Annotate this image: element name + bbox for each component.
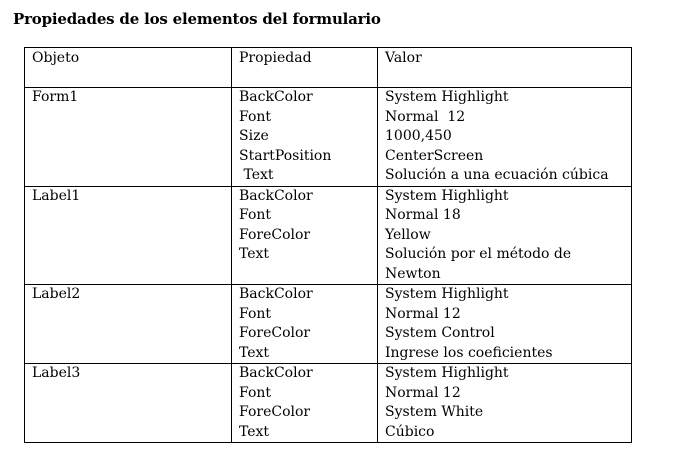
property-value: System Highlight bbox=[385, 286, 509, 302]
table-row bbox=[25, 364, 632, 443]
property-name: BackColor bbox=[239, 365, 313, 381]
property-name: Text bbox=[239, 344, 270, 361]
value-cell bbox=[378, 88, 632, 187]
property-cell bbox=[232, 364, 378, 443]
page-title: Propiedades de los elementos del formulario bbox=[13, 10, 381, 28]
header-cell-valor: Valor bbox=[378, 48, 632, 88]
property-cell bbox=[232, 186, 378, 285]
property-value: System White bbox=[385, 404, 484, 420]
value-cell bbox=[378, 285, 632, 364]
table-row bbox=[25, 285, 632, 364]
property-value: Normal 12 bbox=[385, 305, 461, 322]
property-name: BackColor bbox=[239, 89, 313, 105]
property-value: Normal 12 bbox=[385, 384, 461, 401]
property-value: Solución por el método de Newton bbox=[385, 246, 572, 282]
property-name: Size bbox=[239, 128, 269, 144]
property-value: Yellow bbox=[385, 226, 431, 243]
property-value: System Highlight bbox=[385, 187, 509, 204]
table-row bbox=[25, 186, 632, 285]
property-value: System Highlight bbox=[385, 365, 509, 381]
property-name: ForeColor bbox=[239, 325, 311, 341]
property-name: Font bbox=[239, 207, 272, 223]
header-cell-propiedad: Propiedad bbox=[232, 48, 378, 88]
object-cell: Label3 bbox=[25, 364, 232, 443]
property-name: BackColor bbox=[239, 286, 313, 302]
value-cell bbox=[378, 364, 632, 443]
property-name: Text bbox=[239, 423, 270, 440]
property-name: Text bbox=[239, 167, 274, 183]
object-cell: Label1 bbox=[25, 186, 232, 285]
property-value: Normal 12 bbox=[385, 108, 466, 125]
header-cell-objeto: Objeto bbox=[25, 48, 232, 88]
object-cell: Label2 bbox=[25, 285, 232, 364]
properties-table bbox=[24, 47, 632, 443]
value-cell bbox=[378, 186, 632, 285]
property-name: Text bbox=[239, 246, 270, 262]
property-name: Font bbox=[239, 305, 272, 322]
property-value: 1000,450 bbox=[385, 128, 452, 144]
property-name: BackColor bbox=[239, 187, 313, 204]
property-value: CenterScreen bbox=[385, 147, 484, 164]
property-name: StartPosition bbox=[239, 147, 332, 164]
property-value: Ingrese los coeficientes bbox=[385, 344, 553, 361]
object-cell: Form1 bbox=[25, 88, 232, 187]
property-cell bbox=[232, 285, 378, 364]
property-name: ForeColor bbox=[239, 226, 311, 243]
table-row bbox=[25, 88, 632, 187]
property-name: ForeColor bbox=[239, 404, 311, 420]
property-value: Solución a una ecuación cúbica bbox=[385, 167, 609, 183]
property-name: Font bbox=[239, 108, 272, 125]
property-value: Cúbico bbox=[385, 423, 435, 440]
property-value: System Control bbox=[385, 325, 495, 341]
property-cell bbox=[232, 88, 378, 187]
table-header-row bbox=[25, 48, 632, 88]
property-value: Normal 18 bbox=[385, 207, 461, 223]
property-value: System Highlight bbox=[385, 89, 509, 105]
property-name: Font bbox=[239, 384, 272, 401]
